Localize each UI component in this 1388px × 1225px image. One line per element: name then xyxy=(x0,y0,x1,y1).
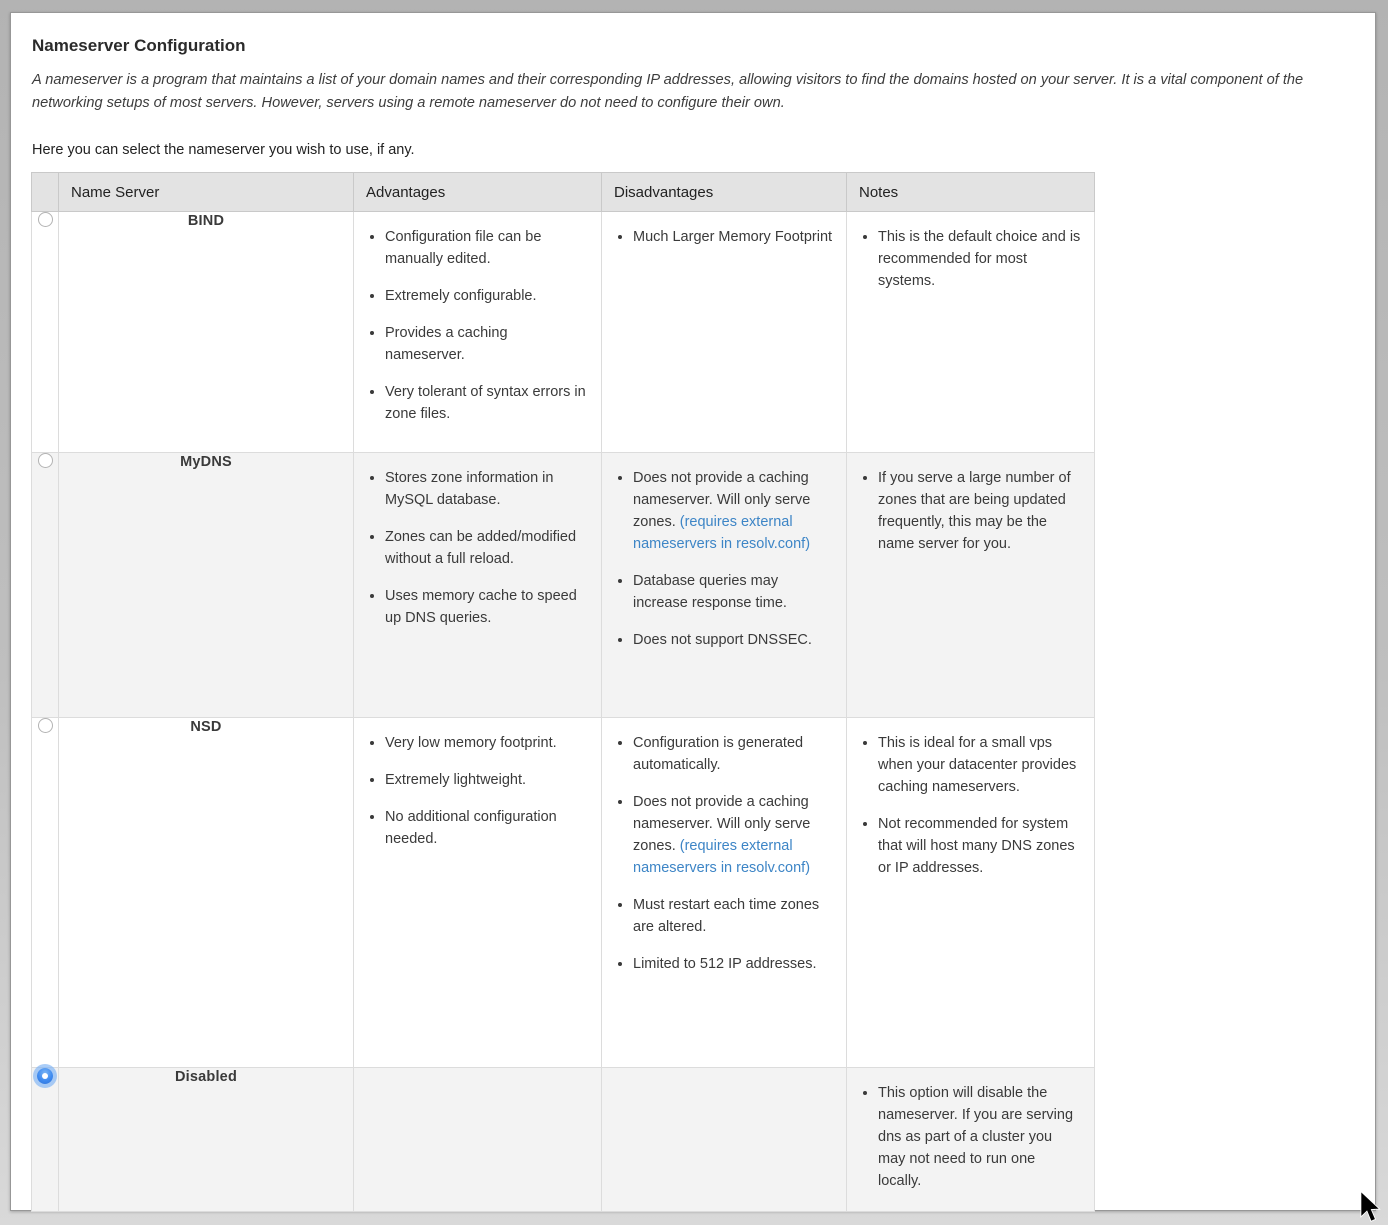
advantages-list xyxy=(364,226,589,425)
radio-cell xyxy=(32,212,59,453)
advantages-item: • Very low memory footprint. xyxy=(385,732,589,754)
disadvantages-cell xyxy=(602,718,847,1068)
table-row-mydns xyxy=(32,453,1095,718)
advantages-item: • Uses memory cache to speed up DNS queries. xyxy=(385,585,589,629)
advantages-cell xyxy=(354,453,602,718)
nameserver-name-disabled: Disabled xyxy=(59,1068,354,1212)
advantages-cell xyxy=(354,212,602,453)
nameserver-configuration-panel xyxy=(10,12,1376,1211)
header-disadvantages: Disadvantages xyxy=(602,173,847,212)
notes-cell xyxy=(847,718,1095,1068)
disadvantages-cell xyxy=(602,212,847,453)
notes-item: • This is ideal for a small vps when your datacenter provides caching nameservers. xyxy=(878,732,1082,798)
disadvantages-list xyxy=(612,226,834,248)
table-row-nsd xyxy=(32,718,1095,1068)
advantages-item: • Stores zone information in MySQL database. xyxy=(385,467,589,511)
advantages-item: • Configuration file can be manually edited. xyxy=(385,226,589,270)
notes-item: • This is the default choice and is recommended for most systems. xyxy=(878,226,1082,292)
advantages-item: • Provides a caching nameserver. xyxy=(385,322,589,366)
notes-cell xyxy=(847,212,1095,453)
nameserver-name-mydns: MyDNS xyxy=(59,453,354,718)
disadvantages-item: • Does not support DNSSEC. xyxy=(633,629,834,651)
notes-list xyxy=(857,226,1082,292)
page-description: A nameserver is a program that maintains a list of your domain names and their corresponding IP addresses, allowing visitors to find the domains hosted on your server. It is a vital component of the networking setups of most servers. However, servers using a remote nameserver do not need to configure their own. xyxy=(32,72,1304,111)
disadvantages-item: • Much Larger Memory Footprint xyxy=(633,226,834,248)
notes-list xyxy=(857,467,1082,555)
header-notes: Notes xyxy=(847,173,1095,212)
header-radio-column xyxy=(32,173,59,212)
header-name-server: Name Server xyxy=(59,173,354,212)
notes-cell xyxy=(847,1068,1095,1212)
page-title: Nameserver Configuration xyxy=(32,36,246,55)
notes-item: • Not recommended for system that will host many DNS zones or IP addresses. xyxy=(878,813,1082,879)
disadvantages-cell xyxy=(602,1068,847,1212)
resolv-conf-link[interactable]: (requires external nameservers in resolv.conf) xyxy=(633,838,811,876)
disadvantages-item: • Must restart each time zones are altered. xyxy=(633,894,834,938)
header-advantages: Advantages xyxy=(354,173,602,212)
radio-cell xyxy=(32,453,59,718)
table-header xyxy=(32,173,1095,212)
nameserver-name-nsd: NSD xyxy=(59,718,354,1068)
advantages-item: • Extremely lightweight. xyxy=(385,769,589,791)
advantages-item: • Very tolerant of syntax errors in zone files. xyxy=(385,381,589,425)
notes-item: • This option will disable the nameserver. If you are serving dns as part of a cluster you may not need to run one locally. xyxy=(878,1082,1082,1192)
advantages-item: • Extremely configurable. xyxy=(385,285,589,307)
nameserver-table-body xyxy=(32,212,1095,1212)
advantages-item: • Zones can be added/modified without a full reload. xyxy=(385,526,589,570)
page-instruction: Here you can select the nameserver you wish to use, if any. xyxy=(32,142,415,158)
advantages-item: • No additional configuration needed. xyxy=(385,806,589,850)
radio-cell xyxy=(32,718,59,1068)
table-row-disabled xyxy=(32,1068,1095,1212)
resolv-conf-link[interactable]: (requires external nameservers in resolv.conf) xyxy=(633,514,811,552)
notes-list xyxy=(857,732,1082,879)
advantages-list xyxy=(364,732,589,850)
disadvantages-item: • Database queries may increase response time. xyxy=(633,570,834,614)
disadvantages-list xyxy=(612,467,834,651)
disadvantages-cell xyxy=(602,453,847,718)
advantages-cell xyxy=(354,1068,602,1212)
notes-cell xyxy=(847,453,1095,718)
notes-item: • If you serve a large number of zones that are being updated frequently, this may be the name server for you. xyxy=(878,467,1082,555)
nameserver-radio-disabled[interactable] xyxy=(37,1068,53,1084)
nameserver-table xyxy=(31,172,1095,1212)
nameserver-radio-bind[interactable] xyxy=(38,212,53,227)
nameserver-radio-nsd[interactable] xyxy=(38,718,53,733)
disadvantages-list xyxy=(612,732,834,975)
radio-cell xyxy=(32,1068,59,1212)
disadvantages-item: • Configuration is generated automatically. xyxy=(633,732,834,776)
disadvantages-item: • Does not provide a caching nameserver. Will only serve zones. (requires external nameservers in resolv.conf) xyxy=(633,467,834,555)
nameserver-radio-mydns[interactable] xyxy=(38,453,53,468)
advantages-cell xyxy=(354,718,602,1068)
advantages-list xyxy=(364,467,589,629)
disadvantages-item: • Does not provide a caching nameserver. Will only serve zones. (requires external nameservers in resolv.conf) xyxy=(633,791,834,879)
disadvantages-item: • Limited to 512 IP addresses. xyxy=(633,953,834,975)
table-row-bind xyxy=(32,212,1095,453)
notes-list xyxy=(857,1082,1082,1192)
nameserver-name-bind: BIND xyxy=(59,212,354,453)
